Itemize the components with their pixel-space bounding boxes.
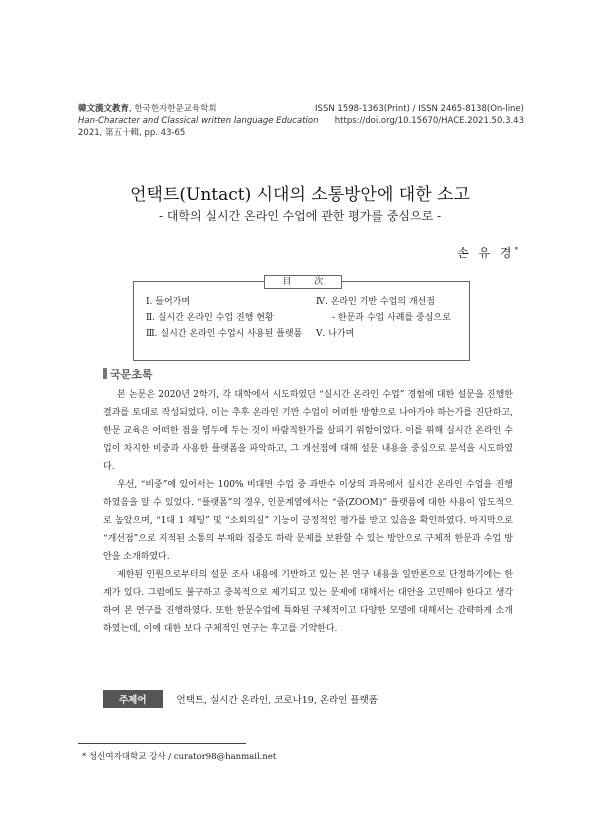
journal-header: 韓文漢文教育, 한국한자한문교육학회 Han-Character and Classical written language Education 2021, 第五十輯, pp. 43-65 bbox=[78, 104, 319, 138]
toc-item: Ⅰ. 들어가며 bbox=[146, 297, 191, 307]
toc-item: Ⅲ. 실시간 온라인 수업시 사용된 플랫폼 bbox=[146, 329, 303, 339]
keywords-text: 언택트, 실시간 온라인, 코로나19, 온라인 플랫폼 bbox=[176, 695, 378, 706]
paper-subtitle: - 대학의 실시간 온라인 수업에 관한 평가를 중심으로 - bbox=[158, 209, 442, 223]
toc-item: Ⅴ. 나가며 bbox=[316, 329, 355, 339]
author-footnote-mark: * bbox=[514, 246, 518, 254]
journal-english-title: Han-Character and Classical written language Education bbox=[78, 116, 319, 126]
paper-title: 언택트(Untact) 시대의 소통방안에 대한 소고 bbox=[130, 185, 470, 205]
toc-item: Ⅱ. 실시간 온라인 수업 진행 현황 bbox=[146, 313, 274, 323]
journal-issue: 2021, 第五十輯, pp. 43-65 bbox=[78, 128, 186, 138]
doi-link[interactable]: https://doi.org/10.15670/HACE.2021.50.3.43 bbox=[334, 116, 524, 126]
keywords bbox=[103, 690, 378, 708]
abstract-paragraph: 본 논문은 2020년 2학기, 각 대학에서 시도하였던 “실시간 온라인 수업” 경험에 대한 설문을 진행한 결과를 토대로 작성되었다. 이는 추후 온라인 기반 수업이 어떠한 방향으로 나아가야 하는가를 진단하고, 한문 교육은 어떠한 점을 염두에 두는 것이 바람직한가를 살피기 위함이었다. 이를 위해 실시간 온라인 수업이 차지한 비중과 사용한 플랫폼을 파악하고, 그 개선점에 대해 설문 내용을 중심으로 분석을 시도하였다. bbox=[103, 390, 513, 472]
table-of-contents bbox=[133, 277, 470, 361]
abstract-paragraph: 제한된 인원으로부터의 설문 조사 내용에 기반하고 있는 본 연구 내용을 일반론으로 단정하기에는 한계가 있다. 그럼에도 불구하고 중복적으로 제기되고 있는 문제에 대해서는 대안을 고민해야 한다고 생각하여 본 연구를 진행하였다. 또한 한문수업에 특화된 구체적이고 다양한 모델에 대해서는 간략하게 소개하였는데, 이에 대한 보다 구체적인 연구는 후고를 기약한다. bbox=[103, 570, 513, 634]
author bbox=[457, 244, 518, 261]
abstract-heading: 국문초록 bbox=[103, 366, 153, 382]
abstract-body bbox=[103, 386, 513, 638]
toc-subitem: - 한문과 수업 사례를 중심으로 bbox=[332, 313, 451, 323]
author-name: 손 유 경 bbox=[457, 246, 515, 260]
journal-title: 韓文漢文教育 bbox=[78, 104, 130, 114]
toc-item: Ⅳ. 온라인 기반 수업의 개선점 bbox=[316, 297, 435, 307]
journal-society: 한국한자한문교육학회 bbox=[134, 104, 217, 114]
keywords-label: 주제어 bbox=[103, 690, 163, 708]
toc-left-column bbox=[146, 294, 304, 342]
heading-bar-icon bbox=[103, 368, 107, 379]
toc-right-column bbox=[316, 294, 464, 342]
toc-title: 目 次 bbox=[264, 275, 342, 289]
footnote-divider bbox=[78, 743, 246, 744]
footnote: * 성신여자대학교 강사 / curator98@hanmail.net bbox=[82, 752, 277, 762]
abstract-paragraph: 우선, “비중”에 있어서는 100% 비대면 수업 중 과반수 이상의 과목에서 실시간 온라인 수업을 진행하였음을 알 수 있었다. “플랫폼”의 경우, 인문계열에서는 “줌(ZOOM)” 플랫폼에 대한 사용이 압도적으로 높았으며, “1대 1 채팅” 및 “소회의실” 기능이 긍정적인 평가를 받고 있음을 확인하였다. 마지막으로 “개선점”으로 지적된 소통의 부재와 집중도 하락 문제를 보완할 수 있는 방안으로 구체적 한문과 수업 방안을 소개하였다. bbox=[103, 480, 513, 562]
issn: ISSN 1598-1363(Print) / ISSN 2465-8138(On-line) bbox=[315, 104, 524, 114]
publication-info bbox=[315, 103, 524, 127]
